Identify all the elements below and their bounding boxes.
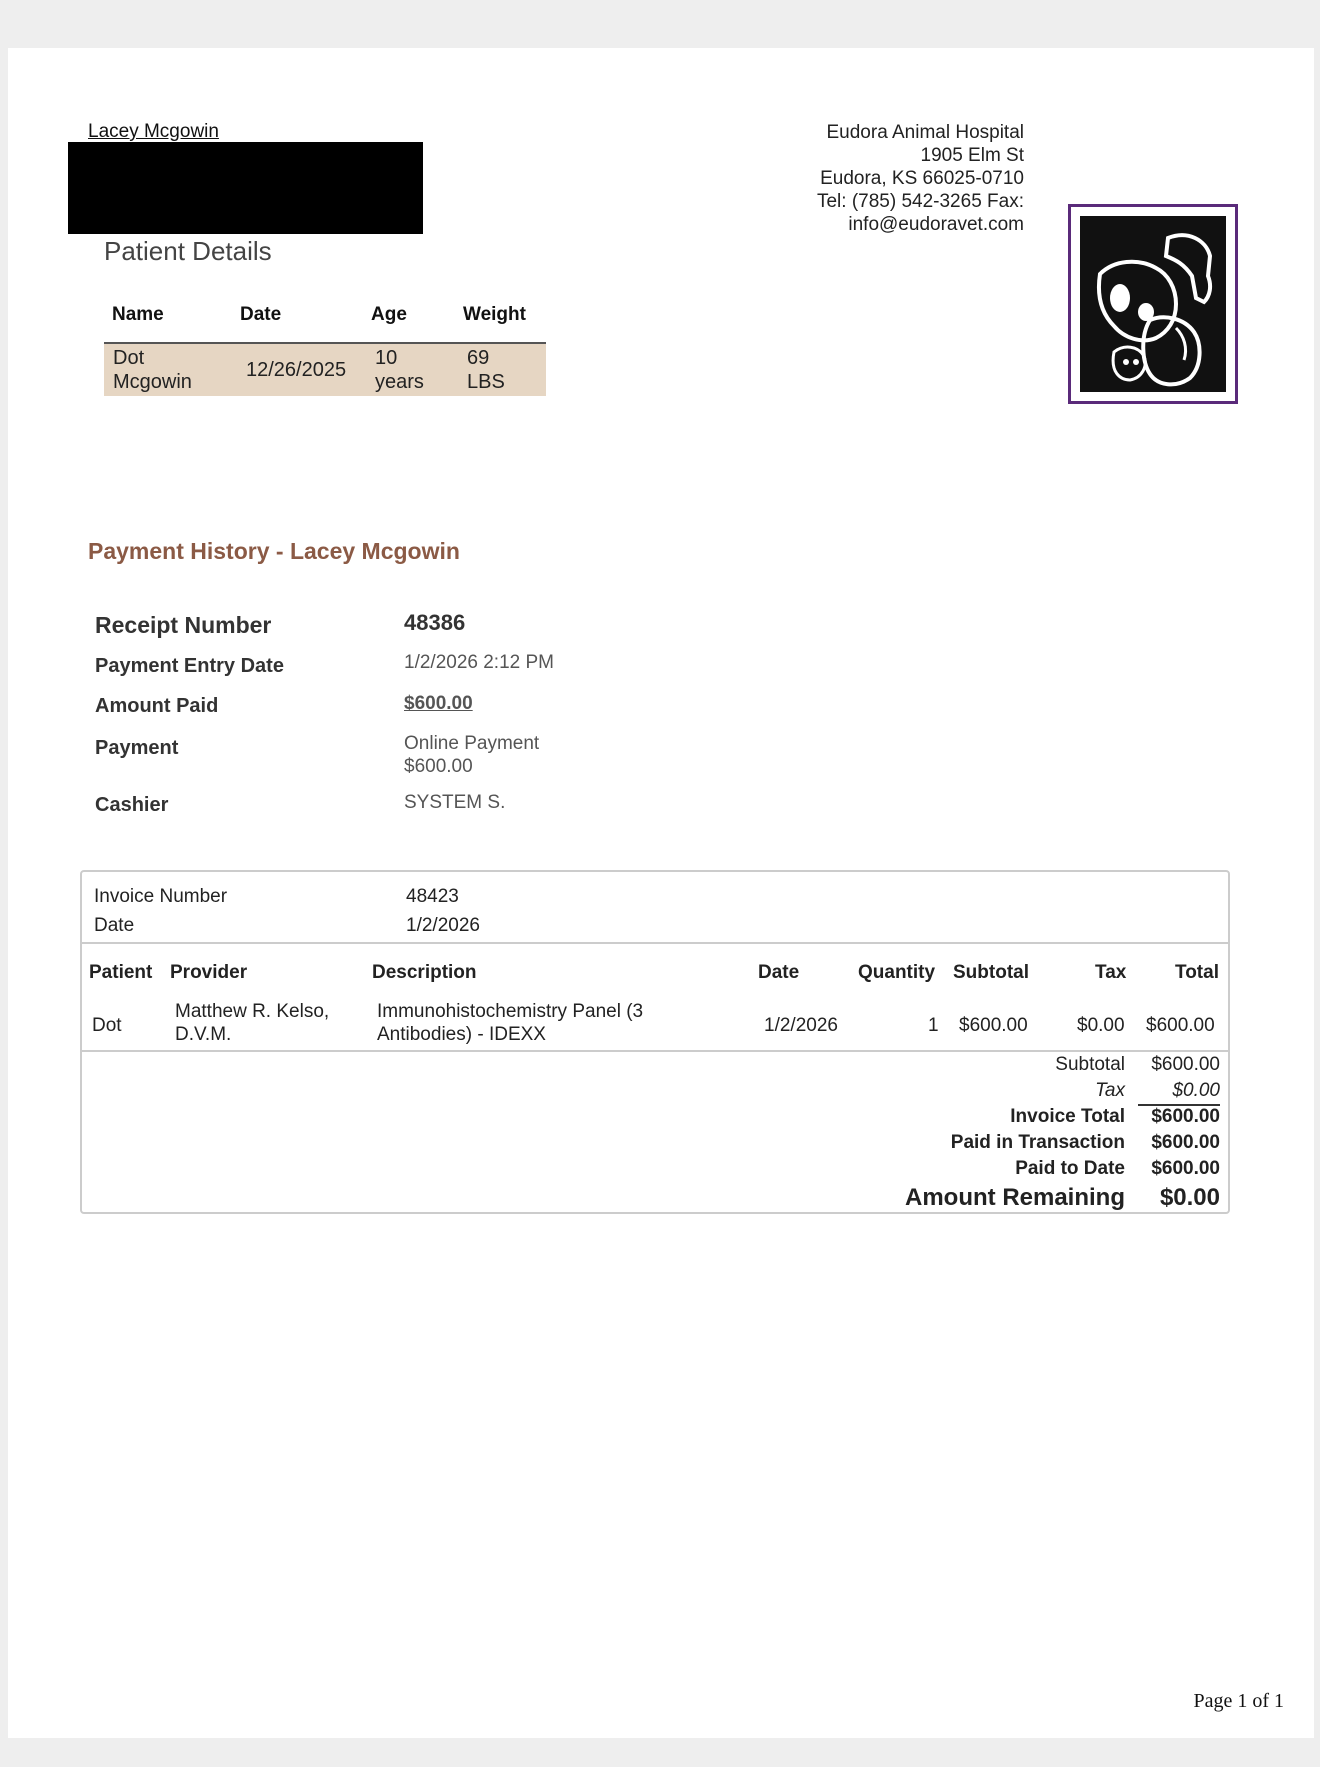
invoice-number: 48423 [406, 886, 459, 907]
patient-age: 10 years [375, 347, 424, 393]
hospital-city: Eudora, KS 66025-0710 [820, 168, 1024, 189]
col-total: Total [1175, 962, 1219, 983]
col-tax: Tax [1095, 962, 1127, 983]
client-name: Lacey Mcgowin [88, 121, 219, 142]
totals-invoice-total: Invoice Total $600.00 [1010, 1106, 1220, 1127]
invoice-header [82, 872, 1228, 944]
patient-weight: 69 LBS [467, 347, 505, 393]
redacted-address [68, 142, 423, 234]
header-age: Age [371, 304, 407, 325]
header-weight: Weight [463, 304, 526, 325]
amount-paid: $600.00 [404, 693, 473, 714]
hospital-email: info@eudoravet.com [848, 214, 1024, 235]
cashier: SYSTEM S. [404, 792, 506, 813]
line-tax: $0.00 [1077, 1015, 1125, 1036]
line-subtotal: $600.00 [959, 1015, 1028, 1036]
col-provider: Provider [170, 962, 248, 983]
hospital-street: 1905 Elm St [920, 145, 1024, 166]
header-date: Date [240, 304, 282, 325]
receipt-number: 48386 [404, 610, 466, 635]
page-number: Page 1 of 1 [1193, 1690, 1284, 1712]
payment-amount: $600.00 [404, 756, 473, 777]
patient-details-title: Patient Details [104, 236, 272, 266]
header-name: Name [112, 304, 164, 325]
hospital-address [817, 121, 1024, 236]
totals-paid-to-date: Paid to Date $600.00 [1015, 1158, 1220, 1179]
payment-history-title: Payment History - Lacey Mcgowin [88, 538, 460, 564]
col-patient: Patient [89, 962, 153, 983]
invoice-totals [800, 1052, 1220, 1216]
payment-method: Online Payment [404, 733, 540, 754]
invoice-box [80, 870, 1230, 1214]
col-description: Description [372, 962, 477, 983]
col-subtotal: Subtotal [953, 962, 1029, 983]
payment-details [404, 732, 539, 778]
totals-amount-remaining: Amount Remaining $0.00 [905, 1184, 1220, 1211]
entry-date-label: Payment Entry Date [95, 655, 284, 677]
line-total: $600.00 [1146, 1015, 1215, 1036]
line-description: Immunohistochemistry Panel (3 Antibodies) - IDEXX [377, 1001, 644, 1045]
amount-paid-label: Amount Paid [95, 695, 219, 717]
invoice-date: 1/2/2026 [406, 915, 480, 936]
patient-row [104, 344, 546, 396]
invoice-number-label: Invoice Number [94, 886, 228, 907]
patient-date: 12/26/2025 [246, 359, 347, 381]
patient-table-header [104, 296, 546, 344]
line-provider: Matthew R. Kelso, D.V.M. [175, 1001, 330, 1045]
col-quantity: Quantity [858, 962, 936, 983]
line-date: 1/2/2026 [764, 1015, 838, 1036]
col-date: Date [758, 962, 800, 983]
hospital-name: Eudora Animal Hospital [826, 122, 1024, 143]
payment-label: Payment [95, 737, 179, 759]
receipt-number-label: Receipt Number [95, 612, 272, 638]
invoice-date-label: Date [94, 915, 135, 936]
hospital-phone: Tel: (785) 542-3265 Fax: [816, 191, 1024, 212]
animals-logo-icon [1068, 204, 1238, 404]
patient-name: Dot Mcgowin [113, 347, 192, 393]
patient-details-table [104, 296, 546, 396]
line-patient: Dot [92, 1015, 122, 1036]
entry-date: 1/2/2026 2:12 PM [404, 652, 554, 673]
cashier-label: Cashier [95, 794, 169, 816]
totals-subtotal: Subtotal $600.00 [1055, 1054, 1220, 1075]
totals-paid-in-transaction: Paid in Transaction $600.00 [950, 1132, 1220, 1153]
totals-tax: Tax $0.00 [800, 1078, 1220, 1104]
line-quantity: 1 [928, 1015, 939, 1036]
